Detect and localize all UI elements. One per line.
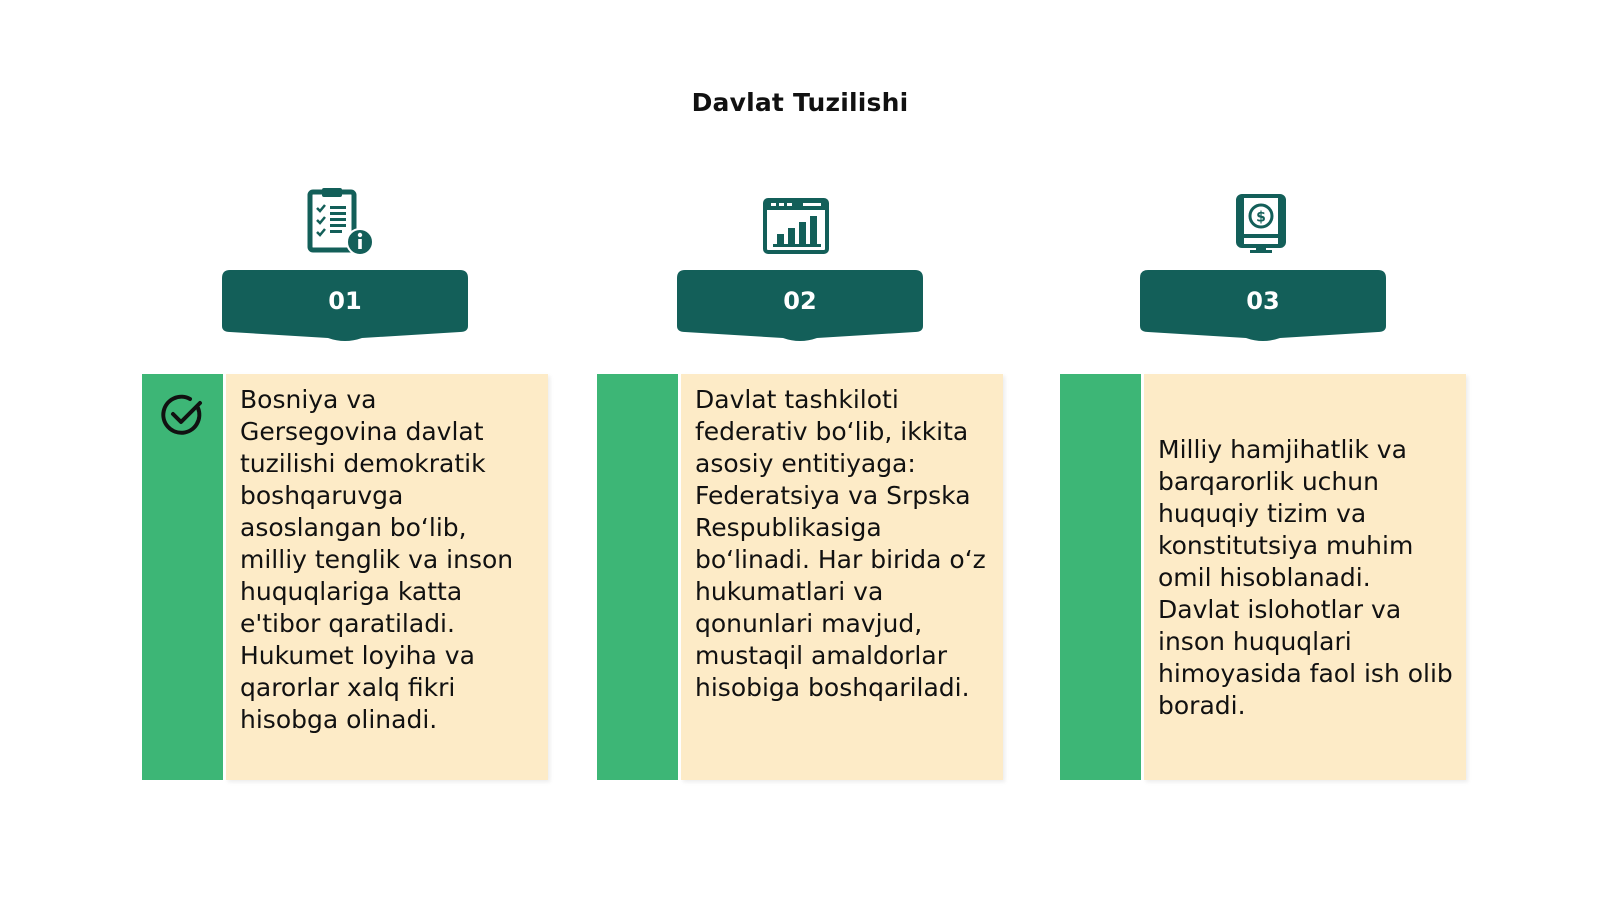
- step-card-2: [597, 374, 1003, 780]
- step-number: 02: [783, 287, 817, 315]
- clipboard-checklist-info-icon: [302, 186, 382, 258]
- step-badge-2: [677, 270, 923, 350]
- card-stripe: [1060, 374, 1141, 780]
- card-text: Milliy hamjihatlik va barqarorlik uchun huquqiy tizim va konstitutsiya muhim omil hisoblanadi. Davlat islohotlar va inson huquqlari himoyasida faol ish olib boradi.: [1158, 435, 1453, 720]
- card-text: Bosniya va Gersegovina davlat tuzilishi demokratik boshqaruvga asoslangan bo‘lib, milliy tenglik va inson huquqlariga katta e'tibor qaratiladi. Hukumet loyiha va qarorlar xalq fikri hisobga olinadi.: [240, 385, 514, 734]
- step-number: 01: [328, 287, 362, 315]
- card-body: [1144, 374, 1466, 780]
- bar-chart-window-icon: [757, 186, 837, 258]
- page-title: Davlat Tuzilishi: [691, 88, 909, 117]
- step-number: 03: [1246, 287, 1280, 315]
- step-badge-1: [222, 270, 468, 350]
- card-text: Davlat tashkiloti federativ bo‘lib, ikkita asosiy entitiyaga: Federatsiya va Srpska Respublikasiga bo‘linadi. Har birida o‘z hukumatlari va qonunlari mavjud, mustaqil amaldorlar hisobiga boshqariladi.: [695, 385, 986, 702]
- step-column-3: [1060, 0, 1470, 900]
- step-card-1: [142, 374, 548, 780]
- dollar-monitor-icon: [1220, 186, 1300, 258]
- svg-text:$: $: [1256, 209, 1266, 226]
- step-column-2: [597, 0, 1007, 900]
- check-circle-icon: [160, 392, 206, 438]
- card-stripe: [597, 374, 678, 780]
- card-body: [226, 374, 548, 780]
- step-column-1: [142, 0, 552, 900]
- step-card-3: [1060, 374, 1466, 780]
- card-body: [681, 374, 1003, 780]
- step-badge-3: [1140, 270, 1386, 350]
- card-stripe: [142, 374, 223, 780]
